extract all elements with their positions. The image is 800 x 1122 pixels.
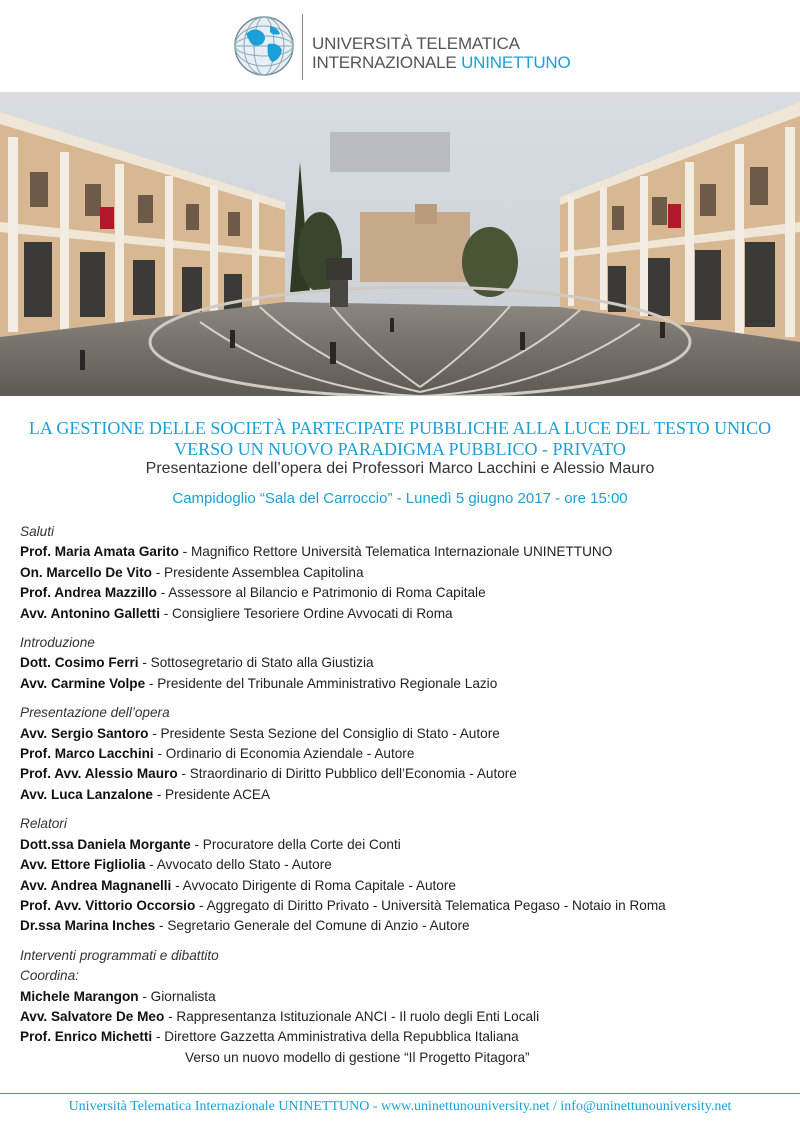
section-title: Saluti xyxy=(20,524,55,539)
speaker-row xyxy=(20,563,790,583)
page-header xyxy=(0,0,800,90)
section-interventi xyxy=(20,946,790,1068)
speaker-name: Avv. Antonino Galletti xyxy=(20,605,160,621)
speaker-name: Prof. Avv. Alessio Mauro xyxy=(20,766,178,782)
speaker-role: - Consigliere Tesoriere Ordine Avvocati di Roma xyxy=(159,605,453,621)
speaker-name: On. Marcello De Vito xyxy=(20,564,152,580)
speaker-role: - Avvocato dello Stato - Autore xyxy=(145,857,332,873)
speaker-role: - Presidente Assemblea Capitolina xyxy=(151,564,364,580)
logo-divider xyxy=(302,14,303,80)
speaker-role: - Rappresentanza Istituzionale ANCI - Il ruolo degli Enti Locali xyxy=(164,1008,540,1024)
speaker-name: Dr.ssa Marina Inches xyxy=(20,918,156,934)
speaker-role: - Magnifico Rettore Università Telematica Internazionale UNINETTUNO xyxy=(178,544,613,560)
section-saluti xyxy=(20,522,790,624)
speaker-row xyxy=(20,1027,790,1047)
speaker-name: Avv. Carmine Volpe xyxy=(20,675,146,691)
speaker-role: - Sottosegretario di Stato alla Giustizia xyxy=(138,655,374,671)
speaker-name: Prof. Avv. Vittorio Occorsio xyxy=(20,897,196,913)
speaker-row xyxy=(20,785,790,805)
speaker-name: Avv. Salvatore De Meo xyxy=(20,1008,165,1024)
coordina-label: Coordina: xyxy=(20,968,79,984)
university-name-prefix: INTERNAZIONALE xyxy=(312,53,462,72)
speaker-role: - Assessore al Bilancio e Patrimonio di Roma Capitale xyxy=(156,585,486,601)
speaker-role: - Ordinario di Economia Aziendale - Autore xyxy=(153,746,415,762)
speaker-role: - Procuratore della Corte dei Conti xyxy=(190,836,401,852)
speaker-row xyxy=(20,896,790,916)
globe-logo-icon xyxy=(232,14,296,78)
speaker-name: Michele Marangon xyxy=(20,988,139,1004)
speaker-row xyxy=(20,855,790,875)
speaker-row xyxy=(20,653,790,673)
speaker-name: Avv. Ettore Figliolia xyxy=(20,857,146,873)
speaker-row xyxy=(20,987,790,1007)
university-name-line2 xyxy=(312,53,571,72)
speaker-row xyxy=(20,916,790,936)
section-title: Interventi programmati e dibattito xyxy=(20,947,219,963)
speaker-name: Avv. Andrea Magnanelli xyxy=(20,877,172,893)
speaker-row xyxy=(20,835,790,855)
speaker-name: Dott. Cosimo Ferri xyxy=(20,655,139,671)
speaker-row xyxy=(20,674,790,694)
footer-contacts: Università Telematica Internazionale UNINETTUNO - www.uninettunouniversity.net / info@uninettunouniversity.net xyxy=(68,1099,732,1114)
section-introduzione xyxy=(20,633,790,694)
speaker-row xyxy=(20,724,790,744)
speaker-name: Avv. Luca Lanzalone xyxy=(20,786,153,802)
event-venue-date: Campidoglio “Sala del Carroccio” - Lunedì 5 giugno 2017 - ore 15:00 xyxy=(172,490,628,507)
speaker-row xyxy=(20,1007,790,1027)
event-title-line1: LA GESTIONE DELLE SOCIETÀ PARTECIPATE PUBBLICHE ALLA LUCE DEL TESTO UNICO xyxy=(28,418,772,438)
speaker-row xyxy=(20,604,790,624)
speaker-name: Avv. Sergio Santoro xyxy=(20,725,149,741)
speaker-name: Prof. Maria Amata Garito xyxy=(20,544,179,560)
section-title: Relatori xyxy=(20,816,67,832)
speaker-row xyxy=(20,583,790,603)
speaker-role: - Giornalista xyxy=(138,988,216,1004)
speaker-row xyxy=(20,876,790,896)
section-title: Introduzione xyxy=(20,635,95,651)
university-name-line1: UNIVERSITÀ TELEMATICA xyxy=(312,34,520,53)
speaker-name: Prof. Andrea Mazzillo xyxy=(20,585,157,601)
speaker-role: - Segretario Generale del Comune di Anzio - Autore xyxy=(155,918,470,934)
speaker-role: - Presidente ACEA xyxy=(152,786,271,802)
speaker-role: - Straordinario di Diritto Pubblico dell’Economia - Autore xyxy=(177,766,517,782)
speaker-name: Dott.ssa Daniela Morgante xyxy=(20,836,191,852)
speaker-row xyxy=(20,744,790,764)
section-title: Presentazione dell’opera xyxy=(20,705,170,721)
speaker-role: - Aggregato di Diritto Privato - Università Telematica Pegaso - Notaio in Roma xyxy=(195,897,666,913)
speaker-row xyxy=(20,764,790,784)
section-presentazione xyxy=(20,703,790,805)
speaker-name: Prof. Enrico Michetti xyxy=(20,1029,153,1045)
speaker-note: Verso un nuovo modello di gestione “Il Progetto Pitagora” xyxy=(185,1049,530,1065)
university-name xyxy=(312,34,571,72)
speaker-role: - Presidente del Tribunale Amministrativo Regionale Lazio xyxy=(145,675,498,691)
program-list xyxy=(20,522,790,1077)
speaker-role: - Presidente Sesta Sezione del Consiglio di Stato - Autore xyxy=(148,725,500,741)
speaker-role: - Avvocato Dirigente di Roma Capitale - Autore xyxy=(171,877,456,893)
event-subtitle: Presentazione dell’opera dei Professori Marco Lacchini e Alessio Mauro xyxy=(145,460,655,477)
campidoglio-photo xyxy=(0,92,800,396)
event-title-line2: VERSO UN NUOVO PARADIGMA PUBBLICO - PRIVATO xyxy=(174,439,626,459)
speaker-name: Prof. Marco Lacchini xyxy=(20,746,154,762)
speaker-row xyxy=(20,542,790,562)
section-relatori xyxy=(20,814,790,936)
university-name-accent: UNINETTUNO xyxy=(461,53,571,72)
speaker-role: - Direttore Gazzetta Amministrativa della Repubblica Italiana xyxy=(152,1029,519,1045)
footer-divider xyxy=(0,1093,800,1094)
